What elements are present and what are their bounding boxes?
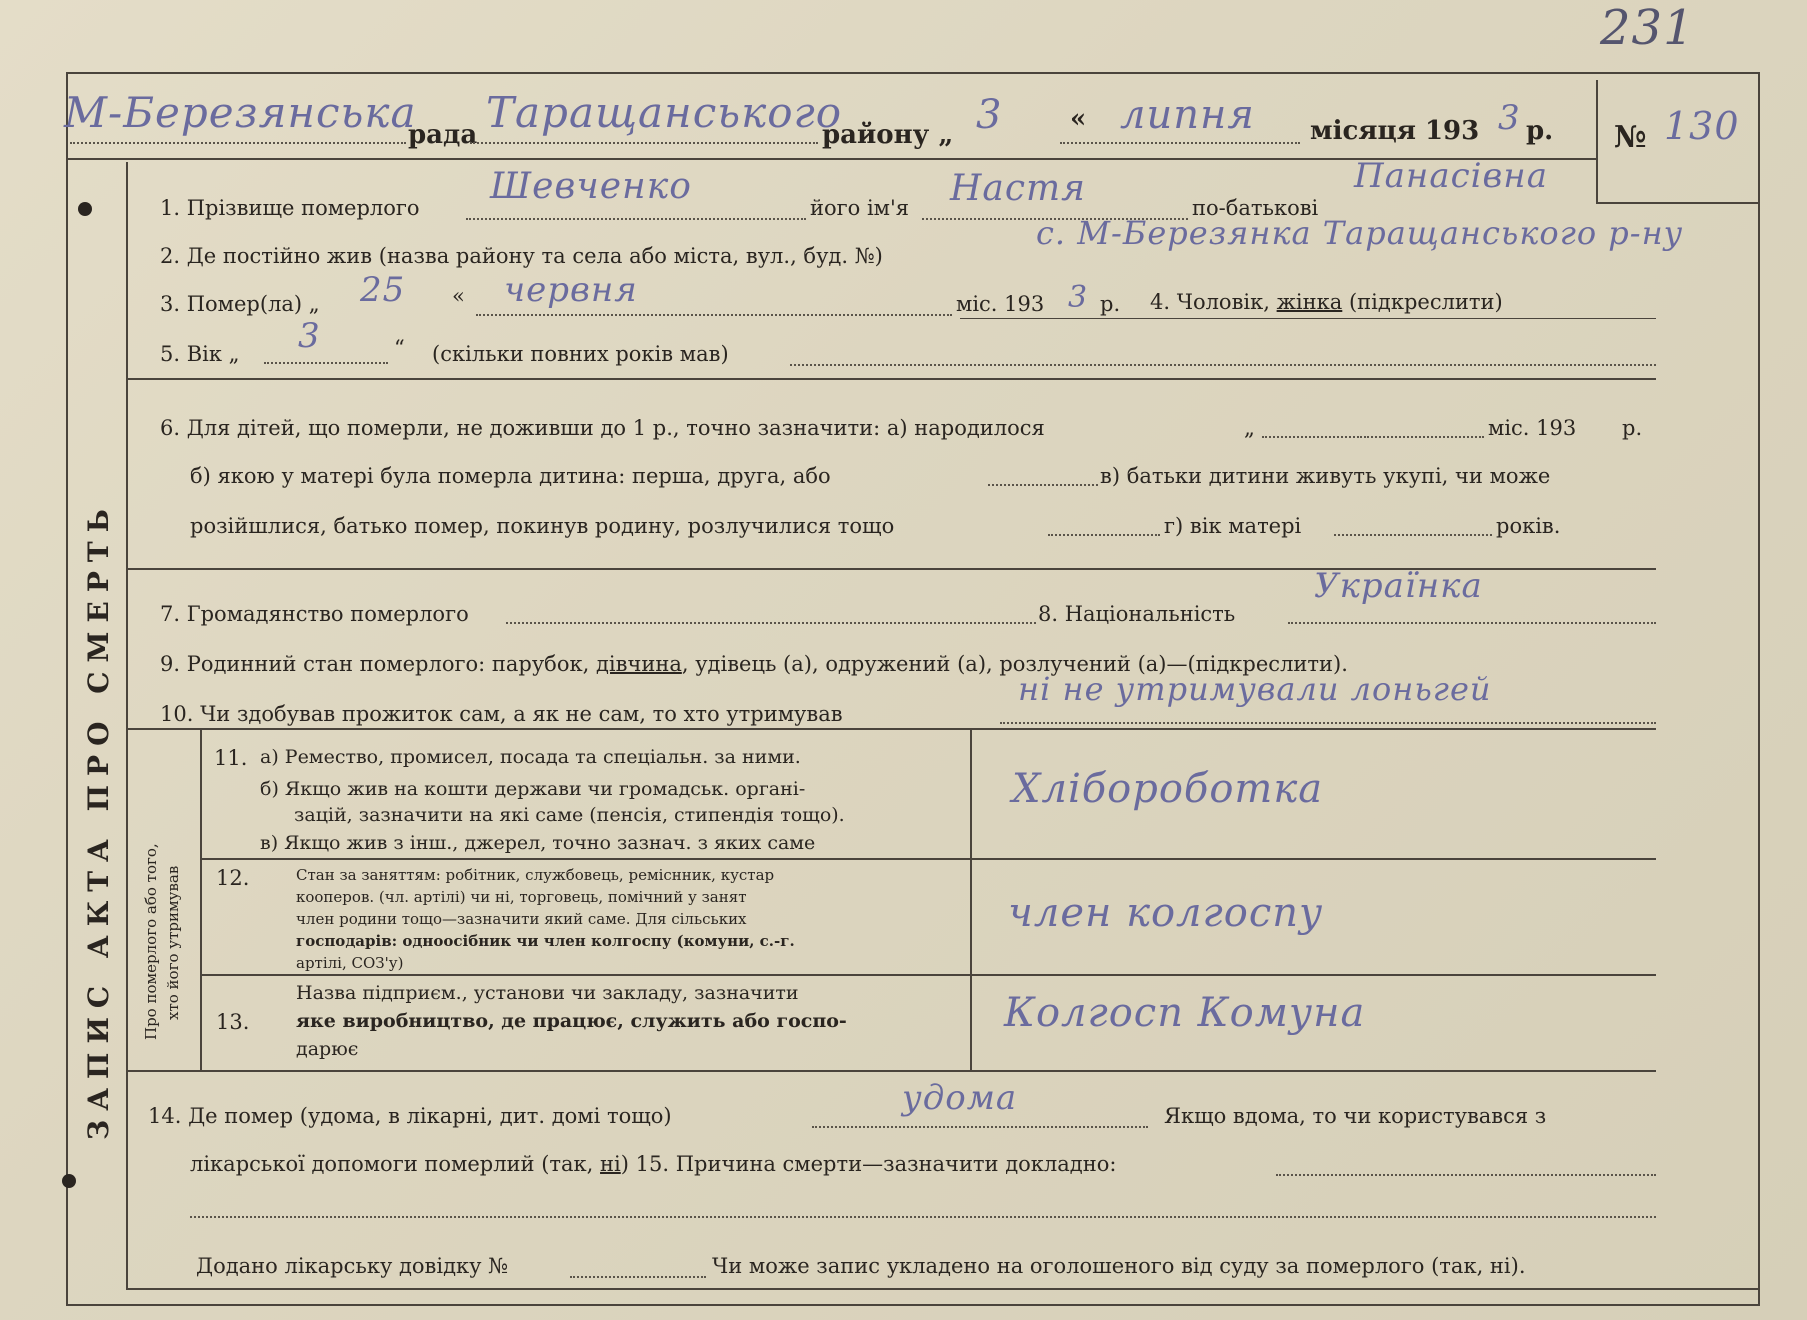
- field-11-c: в) Якщо жив з інш., джерел, точно зазнач. з яких саме: [260, 832, 816, 854]
- field-6-quote: „: [1244, 416, 1255, 440]
- field-16-a: Додано лікарську довідку №: [196, 1254, 509, 1278]
- field-6-line-3c: років.: [1496, 514, 1561, 538]
- side-title: ЗАПИС АКТА ПРО СМЕРТЬ: [82, 500, 115, 1140]
- field-12-line-4: господарів: одноосібник чи член колгоспу (комуни, с.-г.: [296, 932, 795, 950]
- field-6-line-1: 6. Для дітей, що померли, не доживши до 1 р., точно зазначити: а) народилося: [160, 416, 1045, 440]
- field-1-name-label: його ім'я: [810, 196, 910, 220]
- field-6-line-2b: в) батьки дитини живуть укупі, чи може: [1100, 464, 1551, 488]
- field-8-label: 8. Національність: [1038, 602, 1236, 626]
- field-12-line-3: член родини тощо—зазначити який саме. Для сільських: [296, 910, 747, 928]
- table-mid-col: [970, 728, 972, 1070]
- field-11-b2: зацій, зазначити на які саме (пенсія, стипендія тощо).: [294, 804, 845, 826]
- field-5-dots: [264, 362, 388, 364]
- field-5-label: 5. Вік „: [160, 342, 240, 366]
- field-6-line-3b: г) вік матері: [1164, 514, 1302, 538]
- district-value: Таращанського: [486, 88, 842, 137]
- field-5-dots-b: [790, 364, 1656, 366]
- binder-hole-top: [78, 202, 92, 216]
- field-12-line-5: артілі, СОЗ'у): [296, 954, 404, 972]
- field-5-quote: “: [394, 336, 405, 360]
- field-3-year: 3: [1068, 280, 1089, 315]
- field-11-value: Хлібороботка: [1012, 766, 1324, 812]
- binder-hole-bottom: [62, 1174, 76, 1188]
- header-year-suffix: р.: [1526, 116, 1554, 146]
- field-1-name: Настя: [950, 168, 1086, 209]
- header-underline-2: [470, 142, 818, 144]
- month-label: місяця 193: [1310, 116, 1480, 146]
- field-14-dots: [812, 1126, 1148, 1128]
- field-12-value: член колгоспу: [1008, 890, 1324, 936]
- field-3-month: червня: [504, 270, 638, 310]
- field-14-underlined: ні: [600, 1152, 621, 1176]
- field-14-tail: Якщо вдома, то чи користувався з: [1164, 1104, 1547, 1128]
- field-13-line-2: яке виробництво, де працює, служить або госпо-: [296, 1010, 847, 1032]
- field-9-underlined: дівчина: [595, 652, 682, 676]
- field-9-label: 9. Родинний стан померлого: парубок, дівчина, удівець (а), одружений (а), розлучений (а)—(підкреслити).: [160, 652, 1348, 676]
- header-quote: «: [1070, 104, 1087, 134]
- field-1-label: 1. Прізвище померлого: [160, 196, 420, 220]
- table-side-col: [200, 728, 202, 1070]
- field-5-hint: (скільки повних років мав): [432, 342, 729, 366]
- field-11-a: а) Ремество, промисел, посада та спеціальн. за ними.: [260, 746, 801, 768]
- rayon-label: району „: [822, 120, 954, 150]
- field-4-rule: [960, 318, 1656, 319]
- field-1-surname: Шевченко: [490, 166, 692, 207]
- field-6-dots-b: [1364, 436, 1484, 438]
- number-label: №: [1614, 120, 1647, 155]
- header-month-value: липня: [1120, 92, 1255, 138]
- field-3-quote: «: [452, 284, 465, 308]
- field-12-num: 12.: [216, 866, 250, 890]
- field-14-line-2: лікарської допомоги померлий (так, ні) 15. Причина смерти—зазначити докладно:: [190, 1152, 1117, 1176]
- table-row-1: [200, 858, 1656, 860]
- field-6-r: р.: [1622, 416, 1643, 440]
- field-14-value: удома: [902, 1078, 1018, 1118]
- field-10-label: 10. Чи здобував прожиток сам, а як не сам, то хто утримував: [160, 702, 843, 726]
- field-11-num: 11.: [214, 746, 248, 770]
- side-subtitle-2: хто його утримував: [164, 865, 182, 1020]
- field-12-line-1: Стан за заняттям: робітник, службовець, реміснник, кустар: [296, 866, 775, 884]
- field-8-dots: [1288, 622, 1656, 624]
- side-subtitle-1: Про померлого або того,: [142, 843, 160, 1040]
- table-top: [126, 728, 1656, 730]
- field-10-dots: [1000, 722, 1656, 724]
- field-6-mis: міс. 193: [1488, 416, 1577, 440]
- field-14-label: 14. Де помер (удома, в лікарні, дит. домі тощо): [148, 1104, 672, 1128]
- field-5-value: 3: [298, 316, 321, 356]
- field-3-r: р.: [1100, 292, 1121, 316]
- field-10-value: ні не утримували лоньгей: [1018, 670, 1492, 708]
- field-3-mis: міс. 193: [956, 292, 1045, 316]
- field-2-value: с. М-Березянка Таращанського р-ну: [1036, 214, 1684, 252]
- field-4-label: 4. Чоловік, жінка (підкреслити): [1150, 290, 1503, 314]
- field-3-label: 3. Помер(ла) „: [160, 292, 320, 316]
- field-6-line-3a: розійшлися, батько помер, покинув родину, розлучилися тощо: [190, 514, 895, 538]
- field-6-dots-a: [1262, 436, 1362, 438]
- field-4-underlined: жінка: [1276, 290, 1343, 314]
- field-13-line-1: Назва підприєм., установи чи закладу, зазначити: [296, 982, 799, 1004]
- page-number: 231: [1600, 0, 1695, 56]
- field-16-b: Чи може запис укладено на оголошеного від суду за померлого (так, ні).: [712, 1254, 1526, 1278]
- field-7-dots: [506, 622, 1036, 624]
- field-6-dots-e: [1334, 534, 1492, 536]
- field-15-dots-b: [190, 1216, 1656, 1218]
- field-1-patronymic: Панасівна: [1354, 156, 1548, 196]
- header-underline-3: [1060, 142, 1300, 144]
- field-13-value: Колгосп Комуна: [1004, 990, 1366, 1036]
- field-13-line-3: дарює: [296, 1038, 359, 1060]
- table-row-2: [200, 974, 1656, 976]
- rada-label: рада: [408, 120, 478, 150]
- field-1-dots-a: [466, 218, 806, 220]
- divider-after-5: [126, 378, 1656, 380]
- field-6-dots-d: [1048, 534, 1160, 536]
- field-12-line-2: кооперов. (чл. артілі) чи ні, торговець, помічний у занят: [296, 888, 747, 906]
- field-16-dots: [570, 1276, 706, 1278]
- field-1-patronymic-label: по-батькові: [1192, 196, 1319, 220]
- field-11-b1: б) Якщо жив на кошти держави чи громадськ. органі-: [260, 778, 806, 800]
- table-bottom: [126, 1070, 1656, 1072]
- field-8-value: Українка: [1314, 566, 1483, 606]
- number-value: 130: [1664, 104, 1740, 148]
- village-council-value: М-Березянська: [64, 88, 417, 137]
- field-3-dots: [476, 314, 952, 316]
- header-year-digit: 3: [1498, 98, 1521, 138]
- header-underline-1: [70, 142, 406, 144]
- field-6-dots-c: [988, 484, 1098, 486]
- field-3-day: 25: [360, 270, 406, 310]
- header-day-value: 3: [976, 92, 1003, 138]
- field-6-line-2a: б) якою у матері була померла дитина: перша, друга, або: [190, 464, 831, 488]
- field-7-label: 7. Громадянство померлого: [160, 602, 469, 626]
- field-13-num: 13.: [216, 1010, 250, 1034]
- field-15-dots: [1276, 1174, 1656, 1176]
- field-2-label: 2. Де постійно жив (назва району та села або міста, вул., буд. №): [160, 244, 883, 268]
